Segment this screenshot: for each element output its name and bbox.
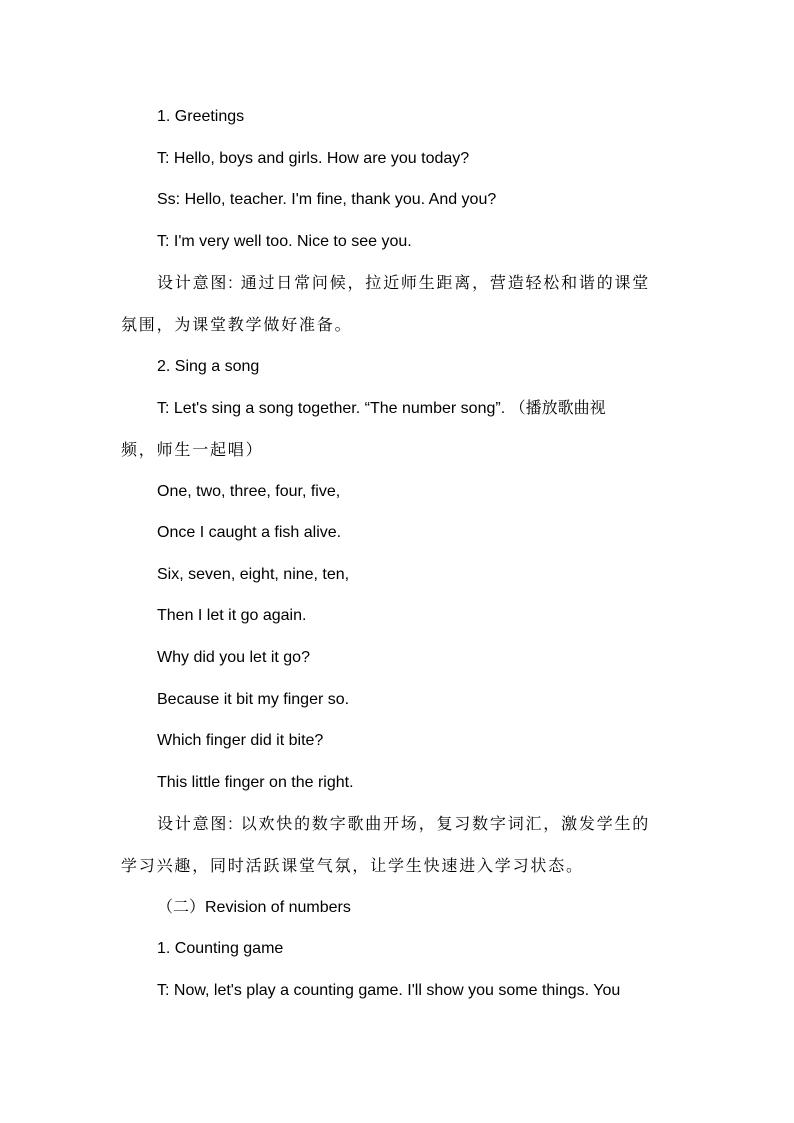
song-lyric-line: Which finger did it bite? — [157, 732, 324, 749]
song-lyric-line: Why did you let it go? — [157, 649, 310, 666]
dialogue-line: Ss: Hello, teacher. I'm fine, thank you. And you? — [157, 191, 497, 208]
section-heading-greetings: 1. Greetings — [157, 108, 245, 125]
song-lyric-line: Six, seven, eight, nine, ten, — [157, 566, 350, 583]
design-intent-paragraph: 设计意图: 通过日常问候，拉近师生距离，营造轻松和谐的课堂 — [157, 275, 651, 292]
dialogue-line-cont: 频，师生一起唱） — [121, 442, 264, 459]
song-lyric-line: Once I caught a fish alive. — [157, 524, 342, 541]
design-intent-paragraph-cont: 氛围，为课堂教学做好准备。 — [121, 317, 353, 334]
design-intent-paragraph: 设计意图: 以欢快的数字歌曲开场，复习数字词汇，激发学生的 — [157, 816, 651, 833]
song-lyric-line: This little finger on the right. — [157, 774, 354, 791]
song-lyric-line: One, two, three, four, five, — [157, 483, 341, 500]
song-lyric-line: Then I let it go again. — [157, 607, 307, 624]
dialogue-line: T: Hello, boys and girls. How are you today? — [157, 150, 470, 167]
section-heading-revision-of-numbers: （二）Revision of numbers — [157, 899, 351, 916]
design-intent-paragraph-cont: 学习兴趣，同时活跃课堂气氛，让学生快速进入学习状态。 — [121, 858, 584, 875]
dialogue-line: T: I'm very well too. Nice to see you. — [157, 233, 412, 250]
song-lyric-line: Because it bit my finger so. — [157, 691, 350, 708]
dialogue-line: T: Now, let's play a counting game. I'll show you some things. You — [157, 982, 621, 999]
section-heading-sing-a-song: 2. Sing a song — [157, 358, 260, 375]
dialogue-line: T: Let's sing a song together. “The number song”. （播放歌曲视 — [157, 400, 606, 417]
section-heading-counting-game: 1. Counting game — [157, 940, 284, 957]
